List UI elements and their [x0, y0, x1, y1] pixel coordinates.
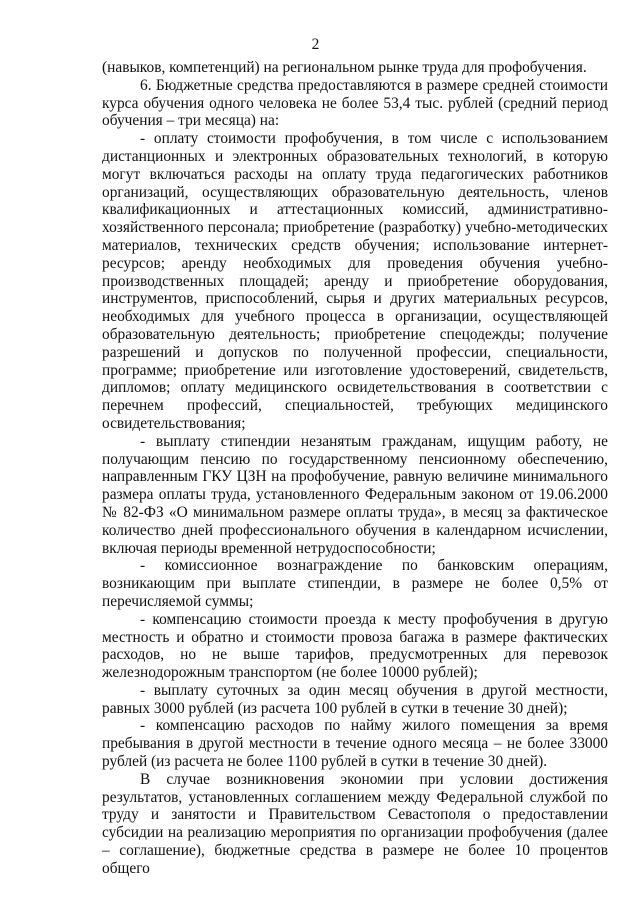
paragraph-travel-compensation: - компенсацию стоимости проезда к месту профобучения в другую местность и обратно и стоимости провоза багажа в размере фактических расходов, но не выше тарифов, предусмотренных для перевозок железнодорожным транспортом (не более 10000 рублей); [102, 610, 608, 682]
paragraph-stipend: - выплату стипендии незанятым гражданам, ищущим работу, не получающим пенсию по государственному пенсионному обеспечению, направленным ГКУ ЦЗН на профобучение, равную величине минимального размера оплаты труда, установленного Федеральным законом от 19.06.2000 № 82-ФЗ «О минимальном размере оплаты труда», в месяц за фактическое количество дней профессионального обучения в календарном исчислении, включая периоды временной нетрудоспособности; [102, 432, 608, 557]
page-number: 2 [311, 36, 320, 53]
paragraph-continuation: (навыков, компетенций) на региональном рынке труда для профобучения. [102, 59, 587, 76]
paragraph-training-cost: - оплату стоимости профобучения, в том числе с использованием дистанционных и электронных образовательных технологий, в которую могут включаться расходы на оплату труда педагогических работников организаций, осуществляющих образовательную деятельность, членов квалификационных и аттестационных комиссий, административно-хозяйственного персонала; приобретение (разработку) учебно-методических материалов, технических средств обучения; использование интернет-ресурсов; аренду необходимых для проведения обучения учебно-производственных площадей; аренду и приобретение оборудования, инструментов, приспособлений, сырья и других материальных ресурсов, необходимых для учебного процесса в организации, осуществляющей образовательную деятельность; приобретение спецодежды; получение разрешений и допусков по полученной профессии, специальности, программе; приобретение или изготовление удостоверений, свидетельств, дипломов; оплату медицинского освидетельствования в соответствии с перечнем профессий, специальностей, требующих медицинского освидетельствования; [102, 130, 608, 432]
document-body [102, 59, 608, 878]
paragraph-daily-allowance: - выплату суточных за один месяц обучения в другой местности, равных 3000 рублей (из расчета 100 рублей в сутки в течение 30 дней); [102, 681, 608, 717]
paragraph-savings: В случае возникновения экономии при условии достижения результатов, установленных соглашением между Федеральной службой по труду и занятости и Правительством Севастополя о предоставлении субсидии на реализацию мероприятия по организации профобучения (далее – соглашение), бюджетные средства в размере не более 10 процентов общего [102, 770, 608, 877]
paragraph-housing-compensation: - компенсацию расходов по найму жилого помещения за время пребывания в другой местности в течение одного месяца – не более 33000 рублей (из расчета не более 1100 рублей в сутки в течение 30 дней). [102, 717, 608, 771]
paragraph-budget-funds: 6. Бюджетные средства предоставляются в размере средней стоимости курса обучения одного человека не более 53,4 тыс. рублей (средний период обучения – три месяца) на: [102, 76, 608, 130]
paragraph-commission: - комиссионное вознаграждение по банковским операциям, возникающим при выплате стипендии, в размере не более 0,5% от перечисляемой суммы; [102, 557, 608, 610]
